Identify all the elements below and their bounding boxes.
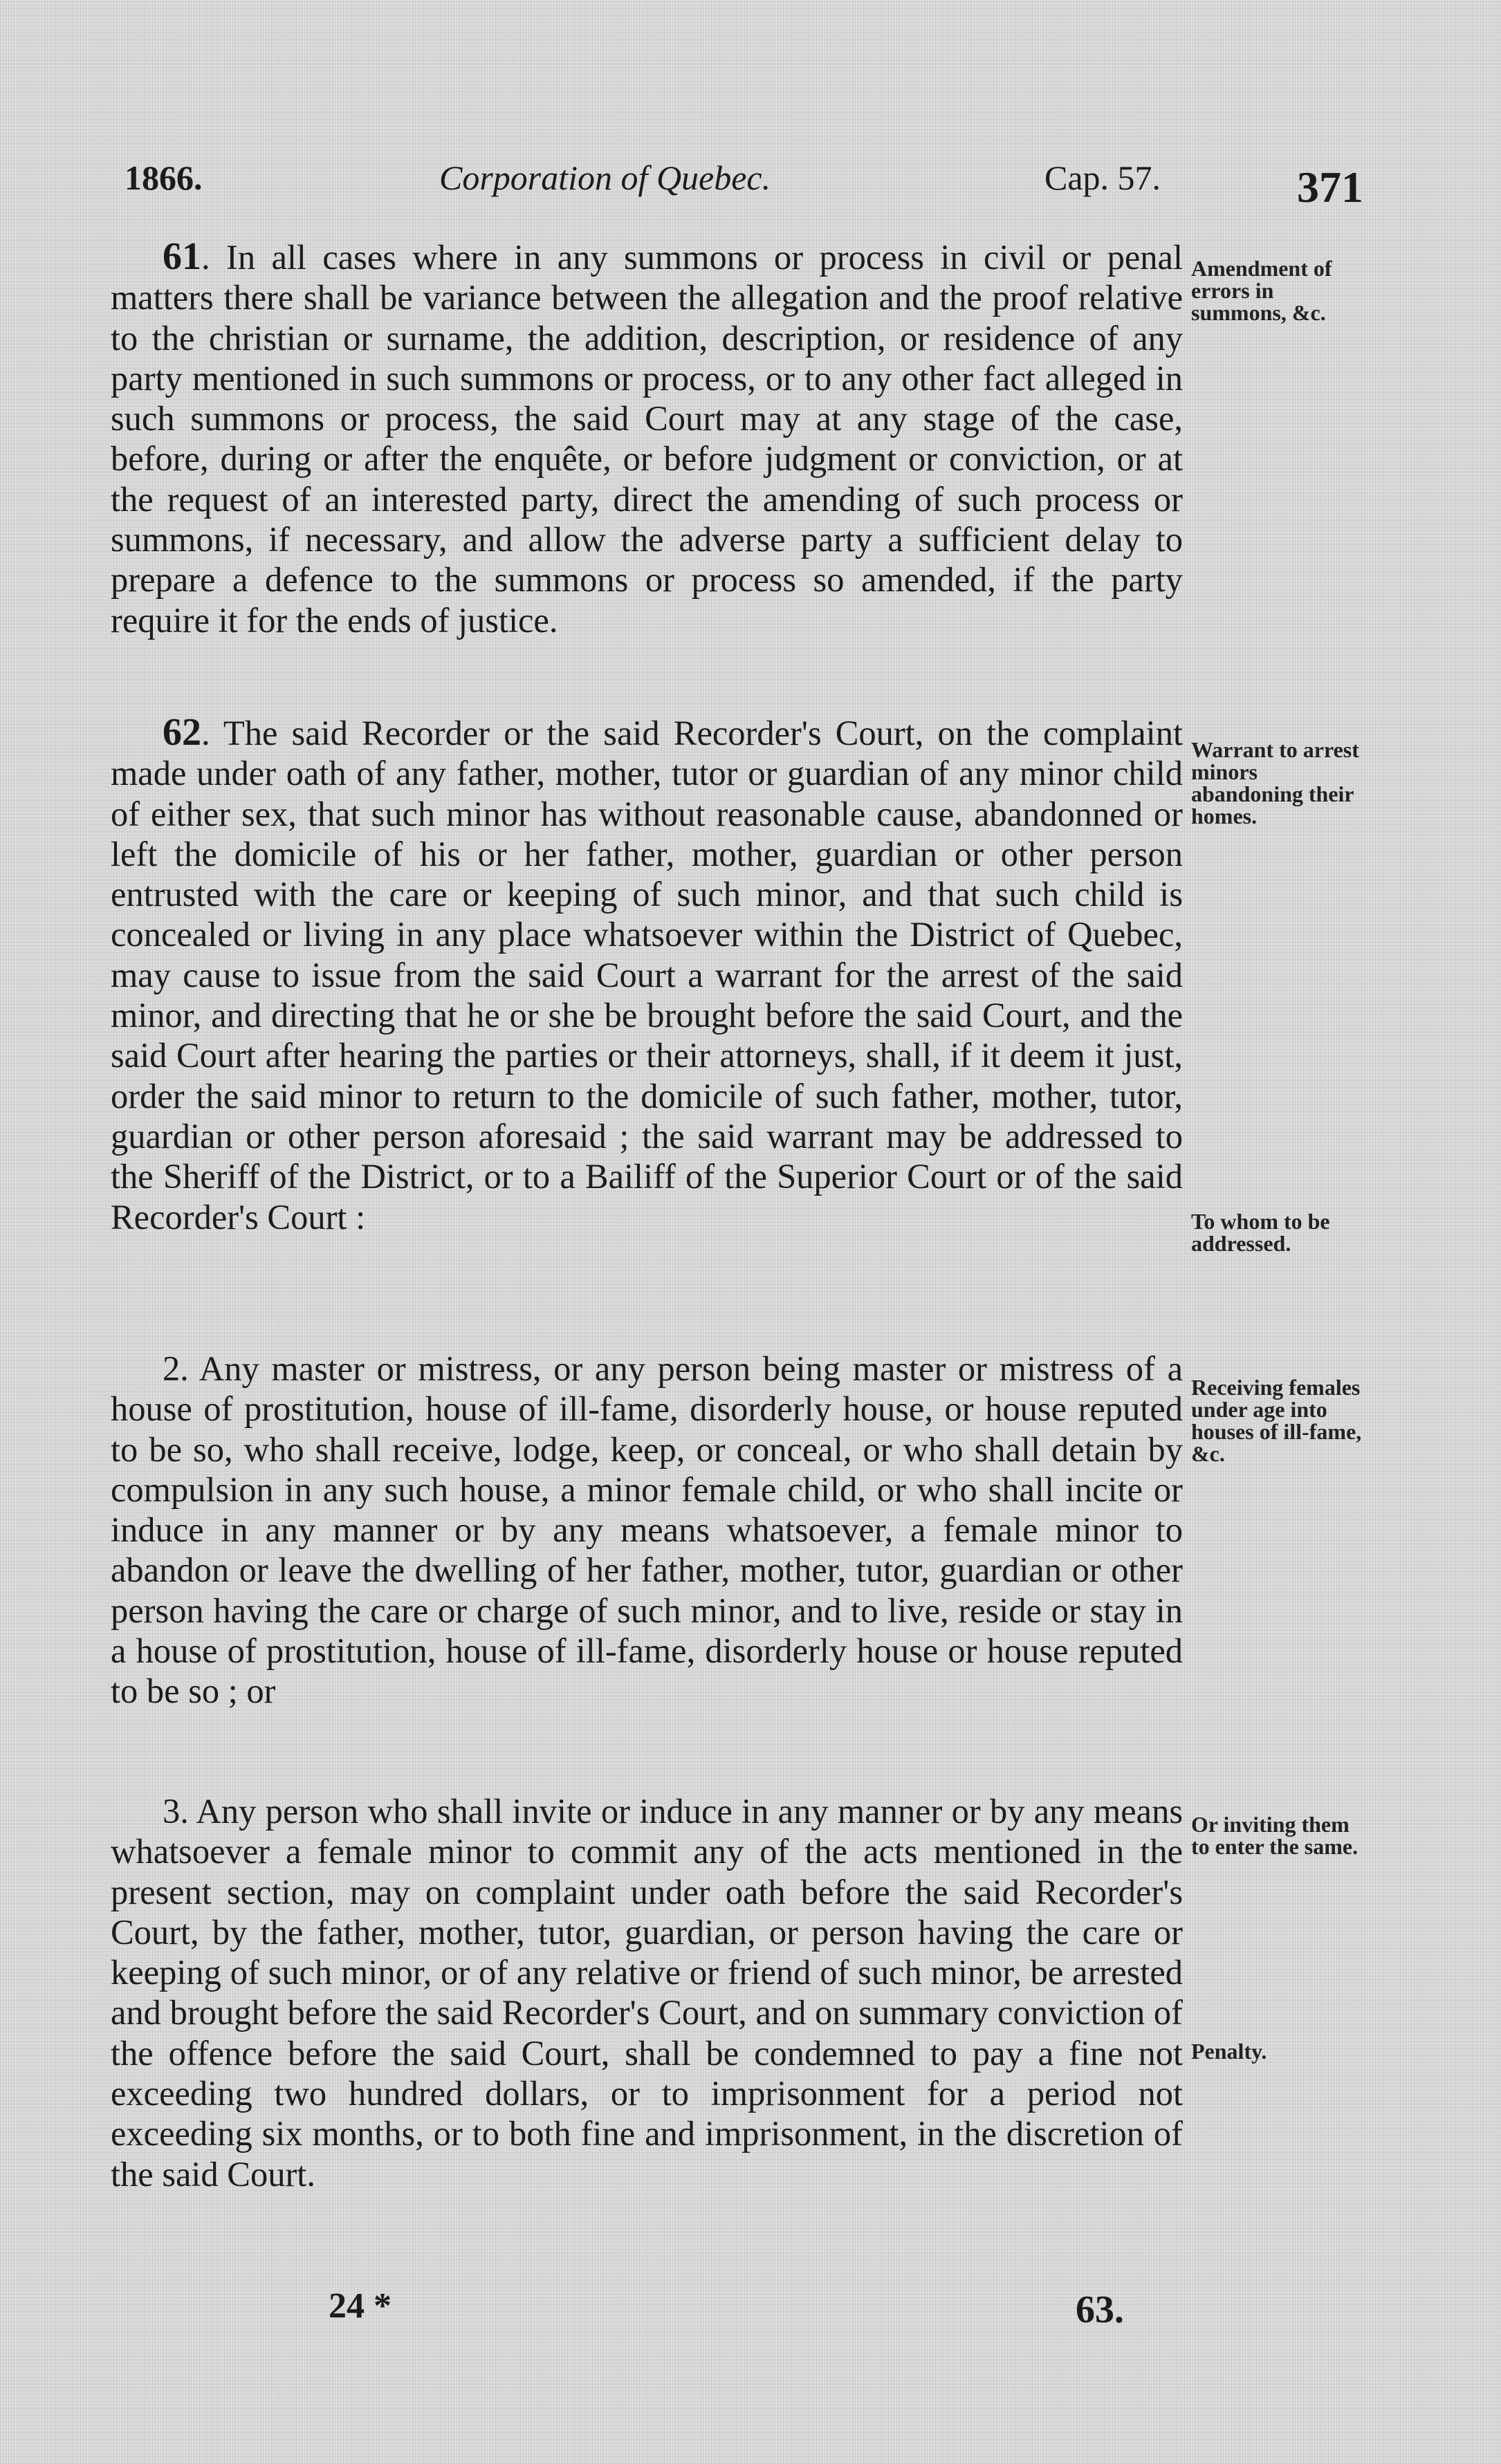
- section-number: 61: [163, 235, 201, 278]
- section-paragraph: [111, 237, 1183, 640]
- section-paragraph: [111, 1791, 1183, 2194]
- margin-note-penalty: Penalty.: [1191, 2039, 1267, 2064]
- margin-note-inviting: Or inviting them to enter the same.: [1191, 1812, 1359, 1859]
- section-paragraph: [111, 712, 1183, 1237]
- catchword: 63.: [1076, 2288, 1124, 2331]
- section-text: . In all cases where in any summons or process in civil or penal matters there shall be variance between the allegation and the proof relative to the christian or surname, the addition, description, or residence of any party mentioned in such summons or process, or to any other fact alleged in such summons or process, the said Court may at any stage of the case, before, during or after the enquête, or before judgment or conviction, or at the request of an interested party, direct the amending of such process or summons, if necessary, and allow the adverse party a sufficient delay to prepare a defence to the summons or process so amended, if the party require it for the ends of justice.: [111, 238, 1183, 640]
- subsection-number: 3: [163, 1792, 181, 1831]
- subsection-3: [111, 1791, 1183, 2194]
- subsection-number: 2: [163, 1349, 181, 1388]
- margin-note-to-whom: To whom to be addressed.: [1191, 1209, 1330, 1256]
- subsection-2: [111, 1349, 1183, 1712]
- section-text: . Any master or mistress, or any person being master or mistress of a house of prostitution, house of ill-fame, disorderly house, or house reputed to be so, who shall receive, lodge, keep, or conceal, or who shall detain by compulsion in any such house, a minor female child, or who shall incite or induce in any manner or by any means whatsoever, a female minor to abandon or leave the dwelling of her father, mother, tutor, guardian or other person having the care or charge of such minor, and to live, reside or stay in a house of prostitution, house of ill-fame, disorderly house or house reputed to be so ; or: [111, 1349, 1183, 1711]
- header-title: Corporation of Quebec.: [439, 158, 771, 197]
- signature-mark: 24 *: [329, 2286, 392, 2326]
- section-text: . Any person who shall invite or induce in any manner or by any means whatsoever a female minor to commit any of the acts mentioned in the present section, may on complaint under oath before the said Recorder's Court, by the father, mother, tutor, guardian, or person having the care or keeping of such minor, or of any relative or friend of such minor, be arrested and brought before the said Recorder's Court, and on summary conviction of the offence before the said Court, shall be condemned to pay a fine not exceeding two hundred dollars, or to imprisonment for a period not exceeding six months, or to both fine and imprisonment, in the discretion of the said Court.: [111, 1792, 1183, 2194]
- section-61: [111, 237, 1183, 640]
- section-text: . The said Recorder or the said Recorder's Court, on the complaint made under oath of any father, mother, tutor or guardian of any minor child of either sex, that such minor has without reasonable cause, abandonned or left the domicile of his or her father, mother, guardian or other person entrusted with the care or keeping of such minor, and that such child is concealed or living in any place whatsoever within the District of Quebec, may cause to issue from the said Court a warrant for the arrest of the said minor, and directing that he or she be brought before the said Court, and the said Court after hearing the parties or their attorneys, shall, if it deem it just, order the said minor to return to the domicile of such father, mother, tutor, guardian or other person aforesaid ; the said warrant may be addressed to the Sheriff of the District, or to a Bailiff of the Superior Court or of the said Recorder's Court :: [111, 714, 1183, 1236]
- header-year: 1866.: [125, 158, 203, 197]
- header-chapter: Cap. 57.: [1044, 158, 1161, 197]
- margin-note-amendment: Amendment of errors in summons, &c.: [1191, 256, 1332, 325]
- margin-note-warrant: Warrant to arrest minors abandoning their homes.: [1191, 737, 1359, 828]
- section-paragraph: [111, 1349, 1183, 1712]
- running-header: [125, 158, 1411, 213]
- section-62: [111, 712, 1183, 1237]
- margin-note-receiving: Receiving females under age into houses of ill-fame, &c.: [1191, 1375, 1362, 1466]
- section-number: 62: [163, 711, 201, 754]
- page-number: 371: [1297, 163, 1363, 212]
